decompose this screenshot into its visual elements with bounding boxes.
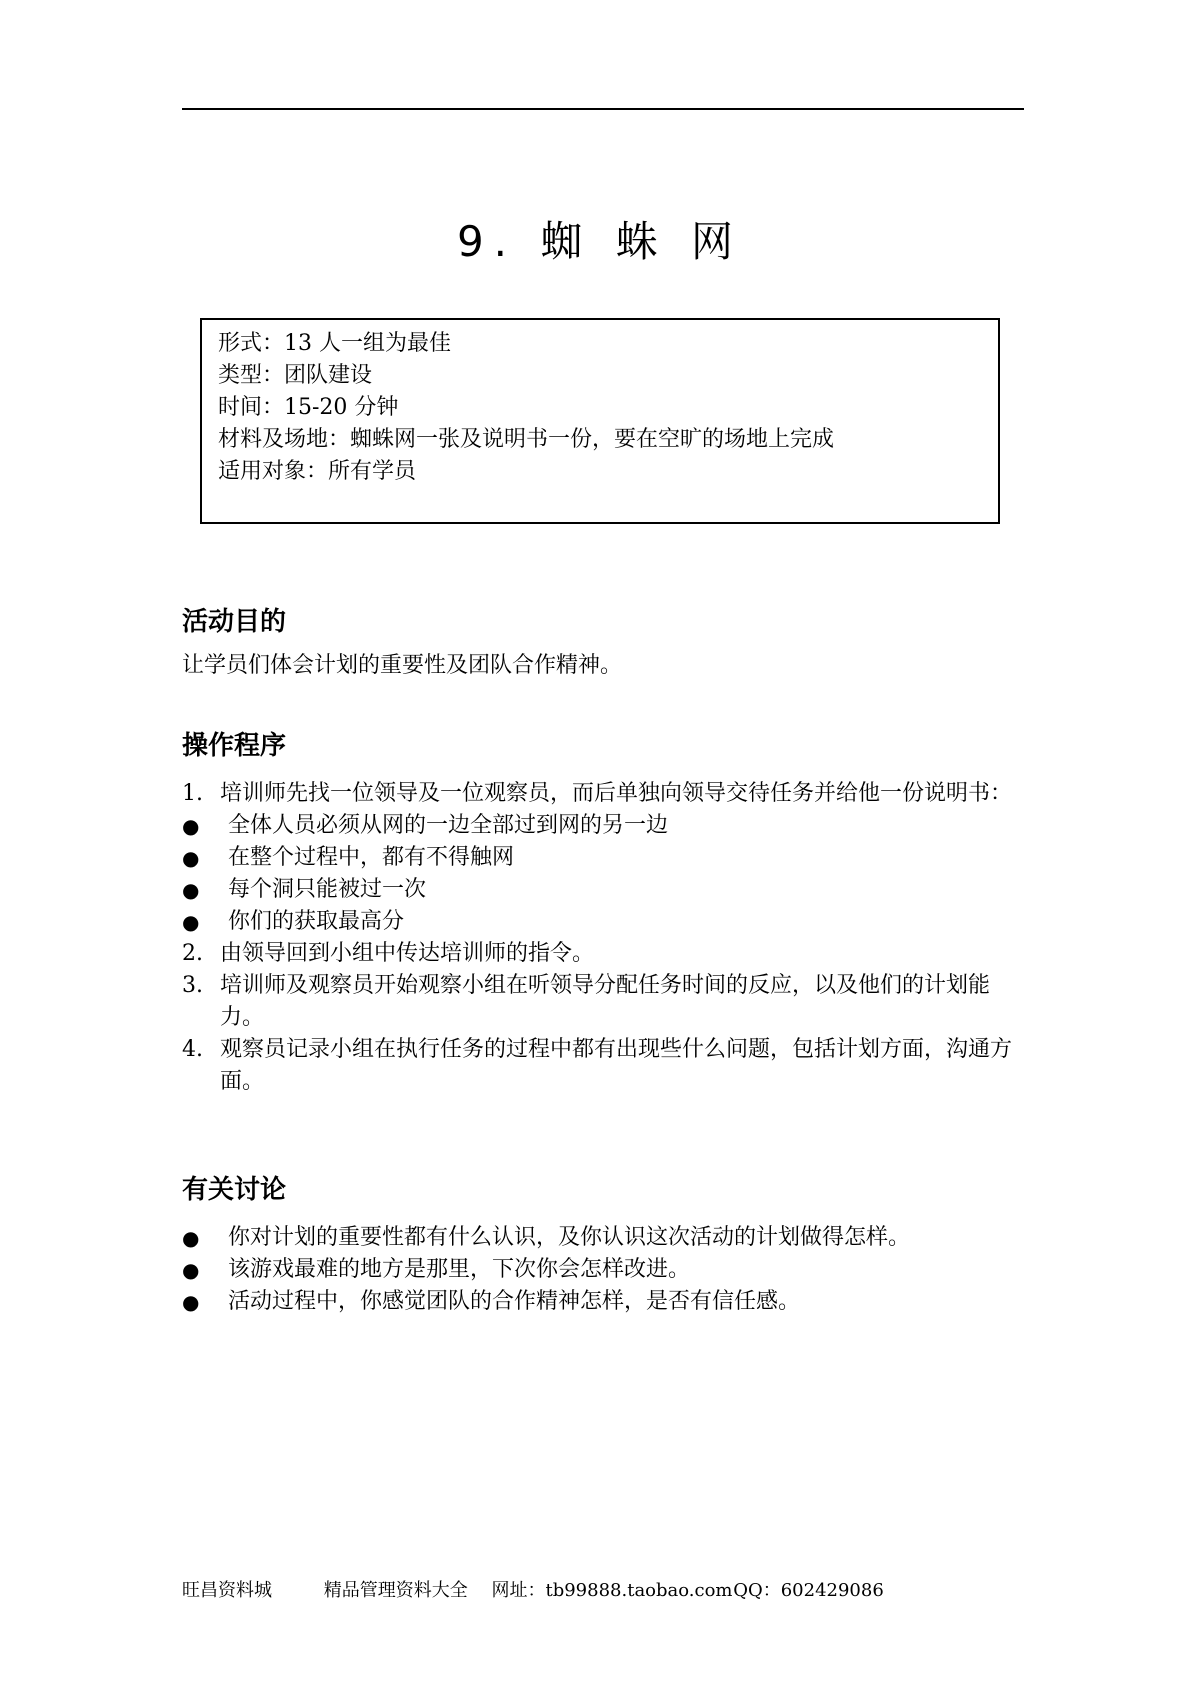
bullet-icon: ● [182, 910, 200, 934]
discussion-question [182, 1254, 1024, 1286]
bullet-icon: ● [182, 846, 200, 870]
rule-text: 全体人员必须从网的一边全部过到网的另一边 [228, 813, 669, 838]
bullet-icon: ● [182, 1258, 200, 1282]
bullet-icon: ● [182, 878, 200, 902]
bullet-icon: ● [182, 1226, 200, 1250]
procedure-list [182, 778, 1024, 1098]
purpose-heading: 活动目的 [182, 607, 287, 637]
footer-qq: QQ：602429086 [733, 1580, 884, 1601]
rule-text: 在整个过程中，都有不得触网 [228, 845, 515, 870]
step-text: 培训师及观察员开始观察小组在听领导分配任务时间的反应，以及他们的计划能力。 [220, 973, 991, 1030]
discussion-heading: 有关讨论 [182, 1175, 287, 1205]
footer-org: 旺昌资料城 [182, 1580, 272, 1601]
question-text: 活动过程中，你感觉团队的合作精神怎样，是否有信任感。 [228, 1289, 801, 1314]
footer-url: 网址：tb99888.taobao.com [491, 1580, 733, 1601]
header-rule [182, 108, 1024, 110]
step-number: 3. [182, 973, 203, 998]
step-number: 2. [182, 941, 203, 966]
step-text: 观察员记录小组在执行任务的过程中都有出现些什么问题，包括计划方面，沟通方面。 [220, 1037, 1013, 1094]
info-format: 形式：13 人一组为最佳 [218, 331, 451, 356]
step-number: 1. [182, 781, 203, 806]
procedure-step [182, 1034, 1024, 1098]
step-number: 4. [182, 1037, 203, 1062]
info-materials: 材料及场地：蜘蛛网一张及说明书一份，要在空旷的场地上完成 [218, 427, 835, 452]
info-type: 类型：团队建设 [218, 363, 373, 388]
question-text: 该游戏最难的地方是那里，下次你会怎样改进。 [228, 1257, 691, 1282]
info-audience: 适用对象：所有学员 [218, 459, 417, 484]
discussion-question [182, 1286, 1024, 1318]
procedure-rule [182, 810, 1024, 842]
purpose-text: 让学员们体会计划的重要性及团队合作精神。 [182, 653, 623, 678]
bullet-icon: ● [182, 814, 200, 838]
procedure-step [182, 970, 1024, 1034]
procedure-heading: 操作程序 [182, 731, 287, 761]
discussion-question [182, 1222, 1024, 1254]
footer-slogan: 精品管理资料大全 [323, 1580, 468, 1601]
bullet-icon: ● [182, 1290, 200, 1314]
info-box [200, 318, 1000, 524]
page-footer [182, 1578, 884, 1604]
procedure-step [182, 778, 1024, 810]
info-time: 时间：15-20 分钟 [218, 395, 399, 420]
procedure-rule [182, 842, 1024, 874]
procedure-rule [182, 906, 1024, 938]
rule-text: 每个洞只能被过一次 [228, 877, 427, 902]
question-text: 你对计划的重要性都有什么认识，及你认识这次活动的计划做得怎样。 [228, 1225, 911, 1250]
page-title: 9. 蜘 蛛 网 [456, 217, 744, 266]
procedure-step [182, 938, 1024, 970]
step-text: 由领导回到小组中传达培训师的指令。 [220, 941, 595, 966]
rule-text: 你们的获取最高分 [228, 909, 405, 934]
discussion-list [182, 1222, 1024, 1318]
step-text: 培训师先找一位领导及一位观察员，而后单独向领导交待任务并给他一份说明书： [220, 781, 1013, 806]
procedure-rule [182, 874, 1024, 906]
